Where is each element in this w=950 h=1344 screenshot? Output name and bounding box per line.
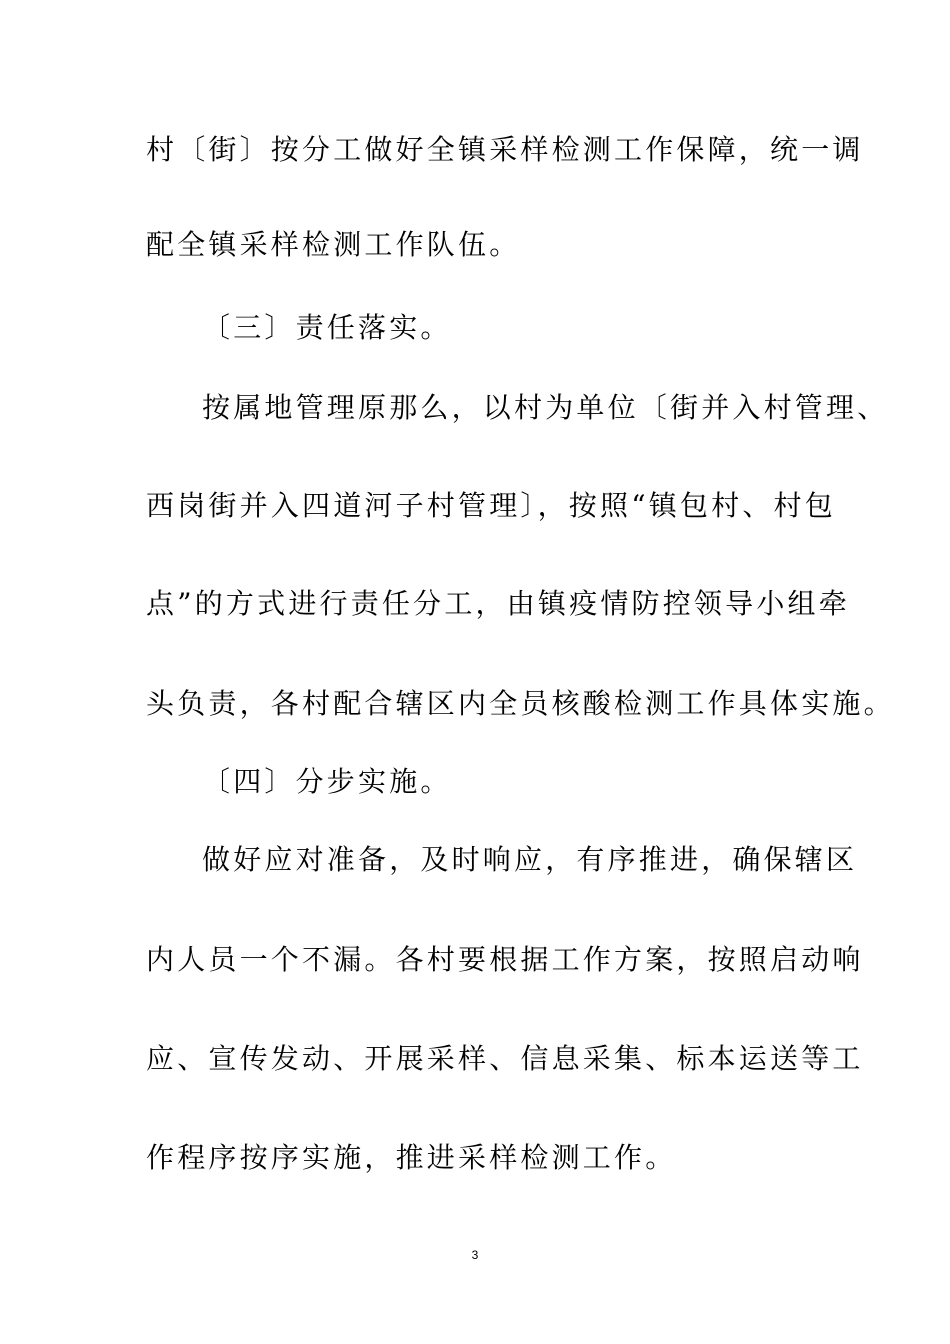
body-text-line: 内人员一个不漏。各村要根据工作方案，按照启动响 <box>146 943 864 976</box>
body-text-line: 西岗街并入四道河子村管理〕，按照“镇包村、村包 <box>146 489 836 522</box>
body-text-line: 点”的方式进行责任分工，由镇疫情防控领导小组牵 <box>146 587 850 620</box>
body-text-line: 做好应对准备，及时响应，有序推进，确保辖区 <box>202 843 858 876</box>
body-text-line: 村〔街〕按分工做好全镇采样检测工作保障，统一调 <box>146 133 864 166</box>
body-text-line: 应、宣传发动、开展采样、信息采集、标本运送等工 <box>146 1042 864 1075</box>
body-text-line: 按属地管理原那么，以村为单位〔街并入村管理、 <box>202 391 889 424</box>
body-text-line: 配全镇采样检测工作队伍。 <box>146 228 521 261</box>
section-heading: 〔三〕责任落实。 <box>202 311 452 344</box>
page-number: 3 <box>471 1248 479 1262</box>
body-text-line: 头负责，各村配合辖区内全员核酸检测工作具体实施。 <box>146 687 895 720</box>
section-heading: 〔四〕分步实施。 <box>202 765 452 798</box>
body-text-line: 作程序按序实施，推进采样检测工作。 <box>146 1141 677 1174</box>
